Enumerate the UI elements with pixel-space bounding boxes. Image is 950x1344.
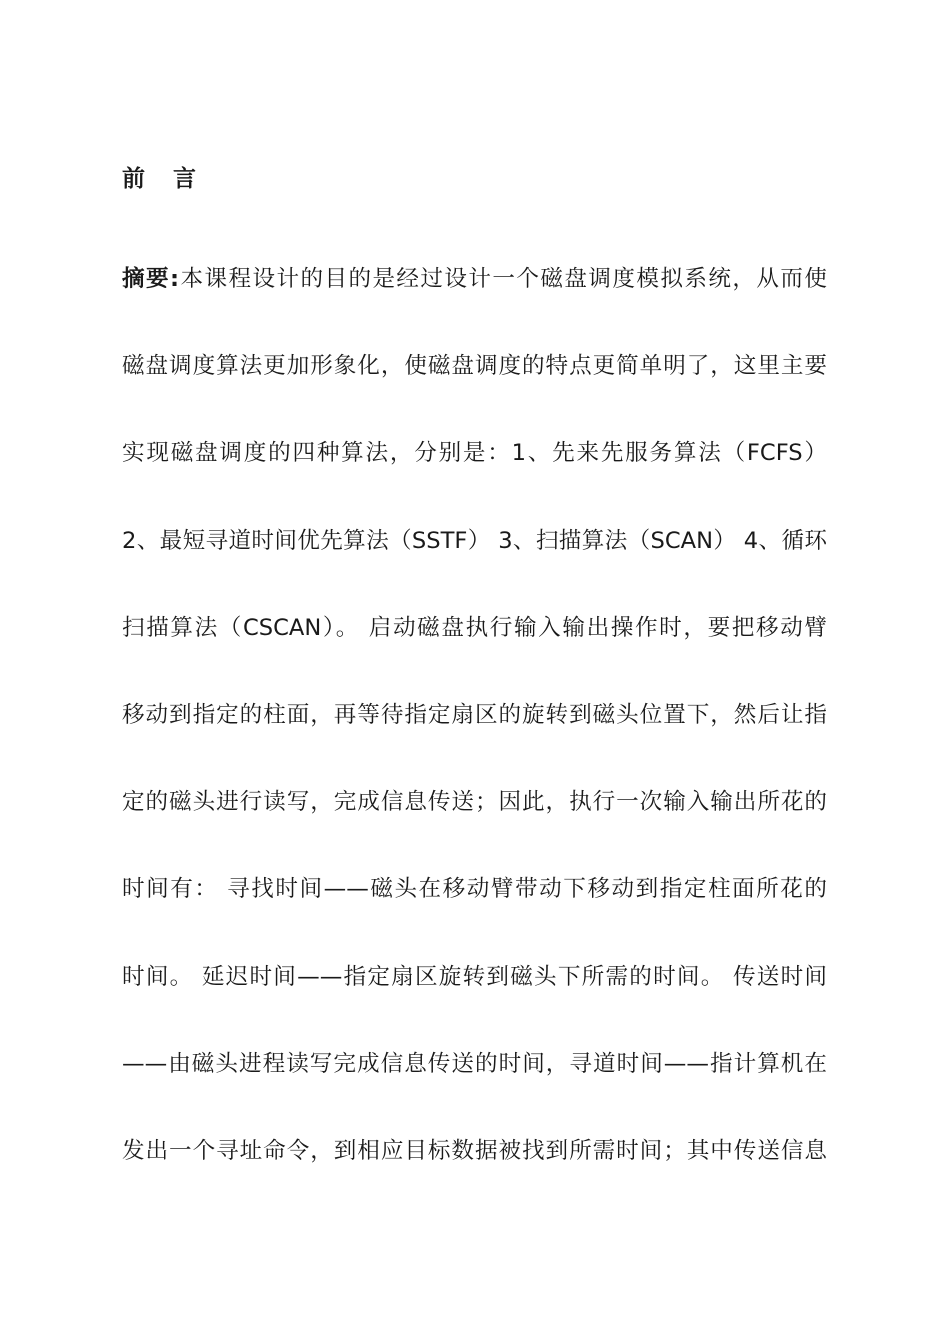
abstract-line-8: 时间有： 寻找时间——磁头在移动臂带动下移动到指定柱面所花的: [122, 876, 827, 903]
abstract-line-6: 移动到指定的柱面，再等待指定扇区的旋转到磁头位置下，然后让指: [122, 701, 827, 728]
abstract-label: 摘要:: [122, 266, 180, 292]
abstract-line-11: 发出一个寻址命令，到相应目标数据被找到所需时间；其中传送信息: [122, 1137, 827, 1164]
abstract-line-10: ——由磁头进程读写完成信息传送的时间，寻道时间——指计算机在: [122, 1050, 827, 1077]
abstract-body: [122, 262, 827, 1221]
abstract-line-3: 实现磁盘调度的四种算法，分别是：1、先来先服务算法（FCFS）: [122, 440, 827, 467]
abstract-line-5: 扫描算法（CSCAN）。 启动磁盘执行输入输出操作时，要把移动臂: [122, 614, 827, 641]
abstract-line-1: [122, 262, 827, 349]
section-heading: 前 言: [122, 166, 207, 192]
abstract-line-2: 磁盘调度算法更加形象化，使磁盘调度的特点更简单明了，这里主要: [122, 353, 827, 380]
abstract-line-7: 定的磁头进行读写，完成信息传送；因此，执行一次输入输出所花的: [122, 789, 827, 816]
abstract-line-9: 时间。 延迟时间——指定扇区旋转到磁头下所需的时间。 传送时间: [122, 963, 827, 990]
abstract-line-1-text: 本课程设计的目的是经过设计一个磁盘调度模拟系统，从而使: [179, 266, 827, 292]
abstract-line-4: 2、最短寻道时间优先算法（SSTF） 3、扫描算法（SCAN） 4、循环: [122, 527, 827, 554]
